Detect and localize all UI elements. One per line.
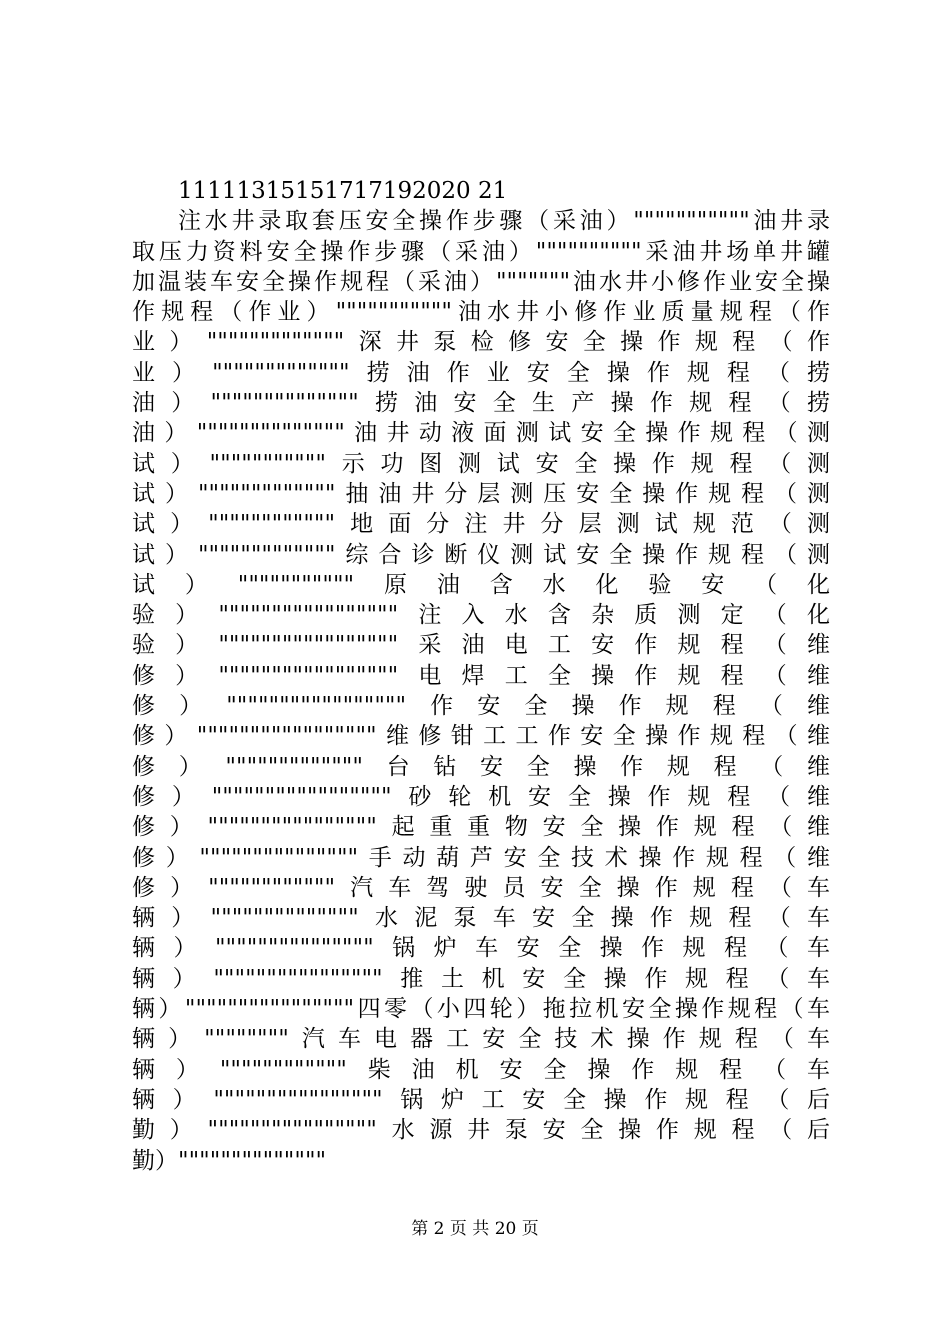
text-line: 勤）"""""""""""""" [132,1147,327,1174]
text-line: 试）"""""""""""原油含水化验安（化 [132,571,830,598]
text-line: 取压力资料安全操作步骤（采油）""""""""""采油井场单井罐 [132,238,830,265]
text-line: 辆）""""""""""""""""锅炉工安全操作规程（后 [132,1086,830,1113]
document-body [132,176,830,1176]
text-line: 验）"""""""""""""""""采油电工安作规程（维 [132,632,830,659]
text-line: 试）"""""""""""""综合诊断仪测试安全操作规程（测 [132,541,830,568]
text-line: 修）""""""""""""""""起重重物安全操作规程（维 [132,814,830,841]
text-line: 修）"""""""""""""""手动葫芦安全技术操作规程（维 [132,844,830,871]
text-line: 修）"""""""""""""""""作安全操作规程（维 [132,693,830,720]
text-line: 加温装车安全操作规程（采油）"""""""油水井小修作业安全操 [132,268,830,295]
text-line: 勤）""""""""""""""""水源井泵安全操作规程（后 [132,1117,830,1144]
text-line: 修）"""""""""""""""""电焊工全操作规程（维 [132,662,830,689]
text-line: 试）"""""""""""""抽油井分层测压安全操作规程（测 [132,480,830,507]
text-line: 修）"""""""""""""""""砂轮机安全操作规程（维 [132,783,830,810]
text-line: 辆）"""""""""""""""锅炉车安全操作规程（车 [132,935,830,962]
text-line: 修）"""""""""""""台钻安全操作规程（维 [132,753,830,780]
text-line: 修）""""""""""""汽车驾驶员安全操作规程（车 [132,874,830,901]
text-line: 辆）""""""""""""""""推土机安全操作规程（车 [132,965,830,992]
page-number-label: 第 2 页 共 20 页 [411,1219,539,1239]
text-line: 作规程（作业）"""""""""""油水井小修作业质量规程（作 [132,299,830,326]
text-line: 油）""""""""""""""油井动液面测试安全操作规程（测 [132,420,830,447]
text-line: 注水井录取套压安全操作步骤（采油）"""""""""""油井录 [178,208,830,235]
text-line: 验）"""""""""""""""""注入水含杂质测定（化 [132,602,830,629]
page-footer [0,1218,950,1240]
text-line: 辆）""""""""""""""水泥泵车安全操作规程（车 [132,905,830,932]
text-line: 试）"""""""""""示功图测试安全操作规程（测 [132,450,830,477]
text-line: 业）"""""""""""""捞油作业安全操作规程（捞 [132,359,830,386]
text-line: 辆）""""""""""""""""四零（小四轮）拖拉机安全操作规程（车 [132,996,830,1023]
text-line: 修）"""""""""""""""""维修钳工工作安全操作规程（维 [132,723,830,750]
text-line: 业）"""""""""""""深井泵检修安全操作规程（作 [132,329,830,356]
text-line: 辆）""""""""汽车电器工安全技术操作规程（车 [132,1026,830,1053]
text-line: 辆）""""""""""""柴油机安全操作规程（车 [132,1056,830,1083]
text-line: 11111315151717192020 21 [178,178,508,204]
text-line: 试）""""""""""""地面分注井分层测试规范（测 [132,511,830,538]
text-line: 油）""""""""""""""捞油安全生产操作规程（捞 [132,390,830,417]
